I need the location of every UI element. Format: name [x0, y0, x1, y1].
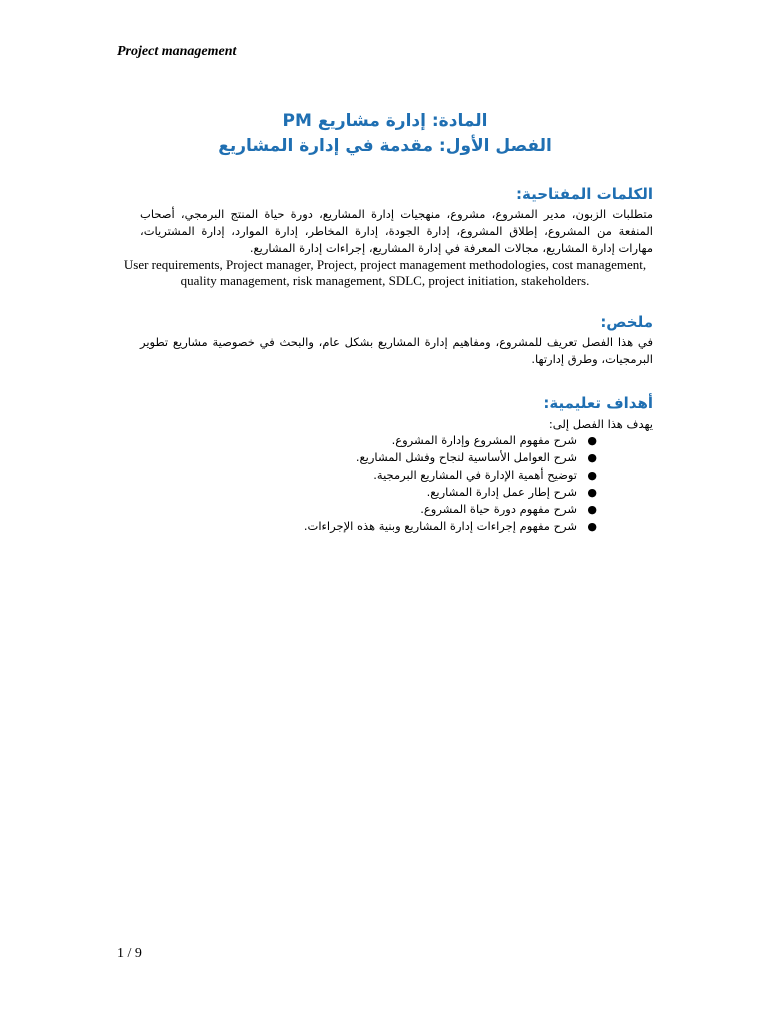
objectives-heading: أهداف تعليمية:	[543, 394, 653, 412]
list-item: ● شرح مفهوم إجراءات إدارة المشاريع وبنية هذه الإجراءات.	[117, 518, 577, 535]
keywords-heading: الكلمات المفتاحية:	[515, 185, 653, 203]
bullet-icon: ●	[587, 451, 597, 465]
keywords-arabic: متطلبات الزبون، مدير المشروع، مشروع، منهجيات إدارة المشاريع، دورة حياة المنتج البرمجي، أصحاب المنفعة من المشروع، إطلاق المشروع، إدارة الجودة، إدارة المخاطر، إدارة الموارد، إدارة المشتريات، مهارات إدارة المشاريع، مجالات المعرفة في إدارة المشاريع، إجراءات إدارة المشاريع.	[140, 207, 653, 255]
list-item: ● شرح إطار عمل إدارة المشاريع.	[117, 484, 577, 501]
list-item: ● توضيح أهمية الإدارة في المشاريع البرمجية.	[117, 467, 577, 484]
list-item: ● شرح مفهوم دورة حياة المشروع.	[117, 501, 577, 518]
subject-title: المادة: إدارة مشاريع PM	[282, 111, 488, 131]
objectives-list	[117, 432, 653, 536]
list-item: ● شرح مفهوم المشروع وإدارة المشروع.	[117, 432, 577, 449]
bullet-icon: ●	[587, 520, 597, 534]
list-item: ● شرح العوامل الأساسية لنجاح وفشل المشاريع.	[117, 449, 577, 466]
document-titles	[117, 108, 653, 158]
chapter-title: الفصل الأول: مقدمة في إدارة المشاريع	[218, 136, 552, 156]
summary-text: في هذا الفصل تعريف للمشروع، ومفاهيم إدارة المشاريع بشكل عام، والبحث في خصوصية مشاريع تطوير البرمجيات، وطرق إدارتها.	[140, 335, 653, 366]
summary-heading: ملخص:	[600, 313, 653, 331]
page-number: 1 / 9	[117, 946, 142, 961]
objectives-intro: يهدف هذا الفصل إلى:	[548, 417, 653, 431]
running-header: Project management	[117, 44, 237, 59]
bullet-icon: ●	[587, 468, 597, 482]
keywords-english: User requirements, Project manager, Project, project management methodologies, cost management, quality management, risk management, SDLC, project initiation, stakeholders.	[123, 257, 647, 288]
bullet-icon: ●	[587, 485, 597, 499]
bullet-icon: ●	[587, 434, 597, 447]
bullet-icon: ●	[587, 503, 597, 517]
